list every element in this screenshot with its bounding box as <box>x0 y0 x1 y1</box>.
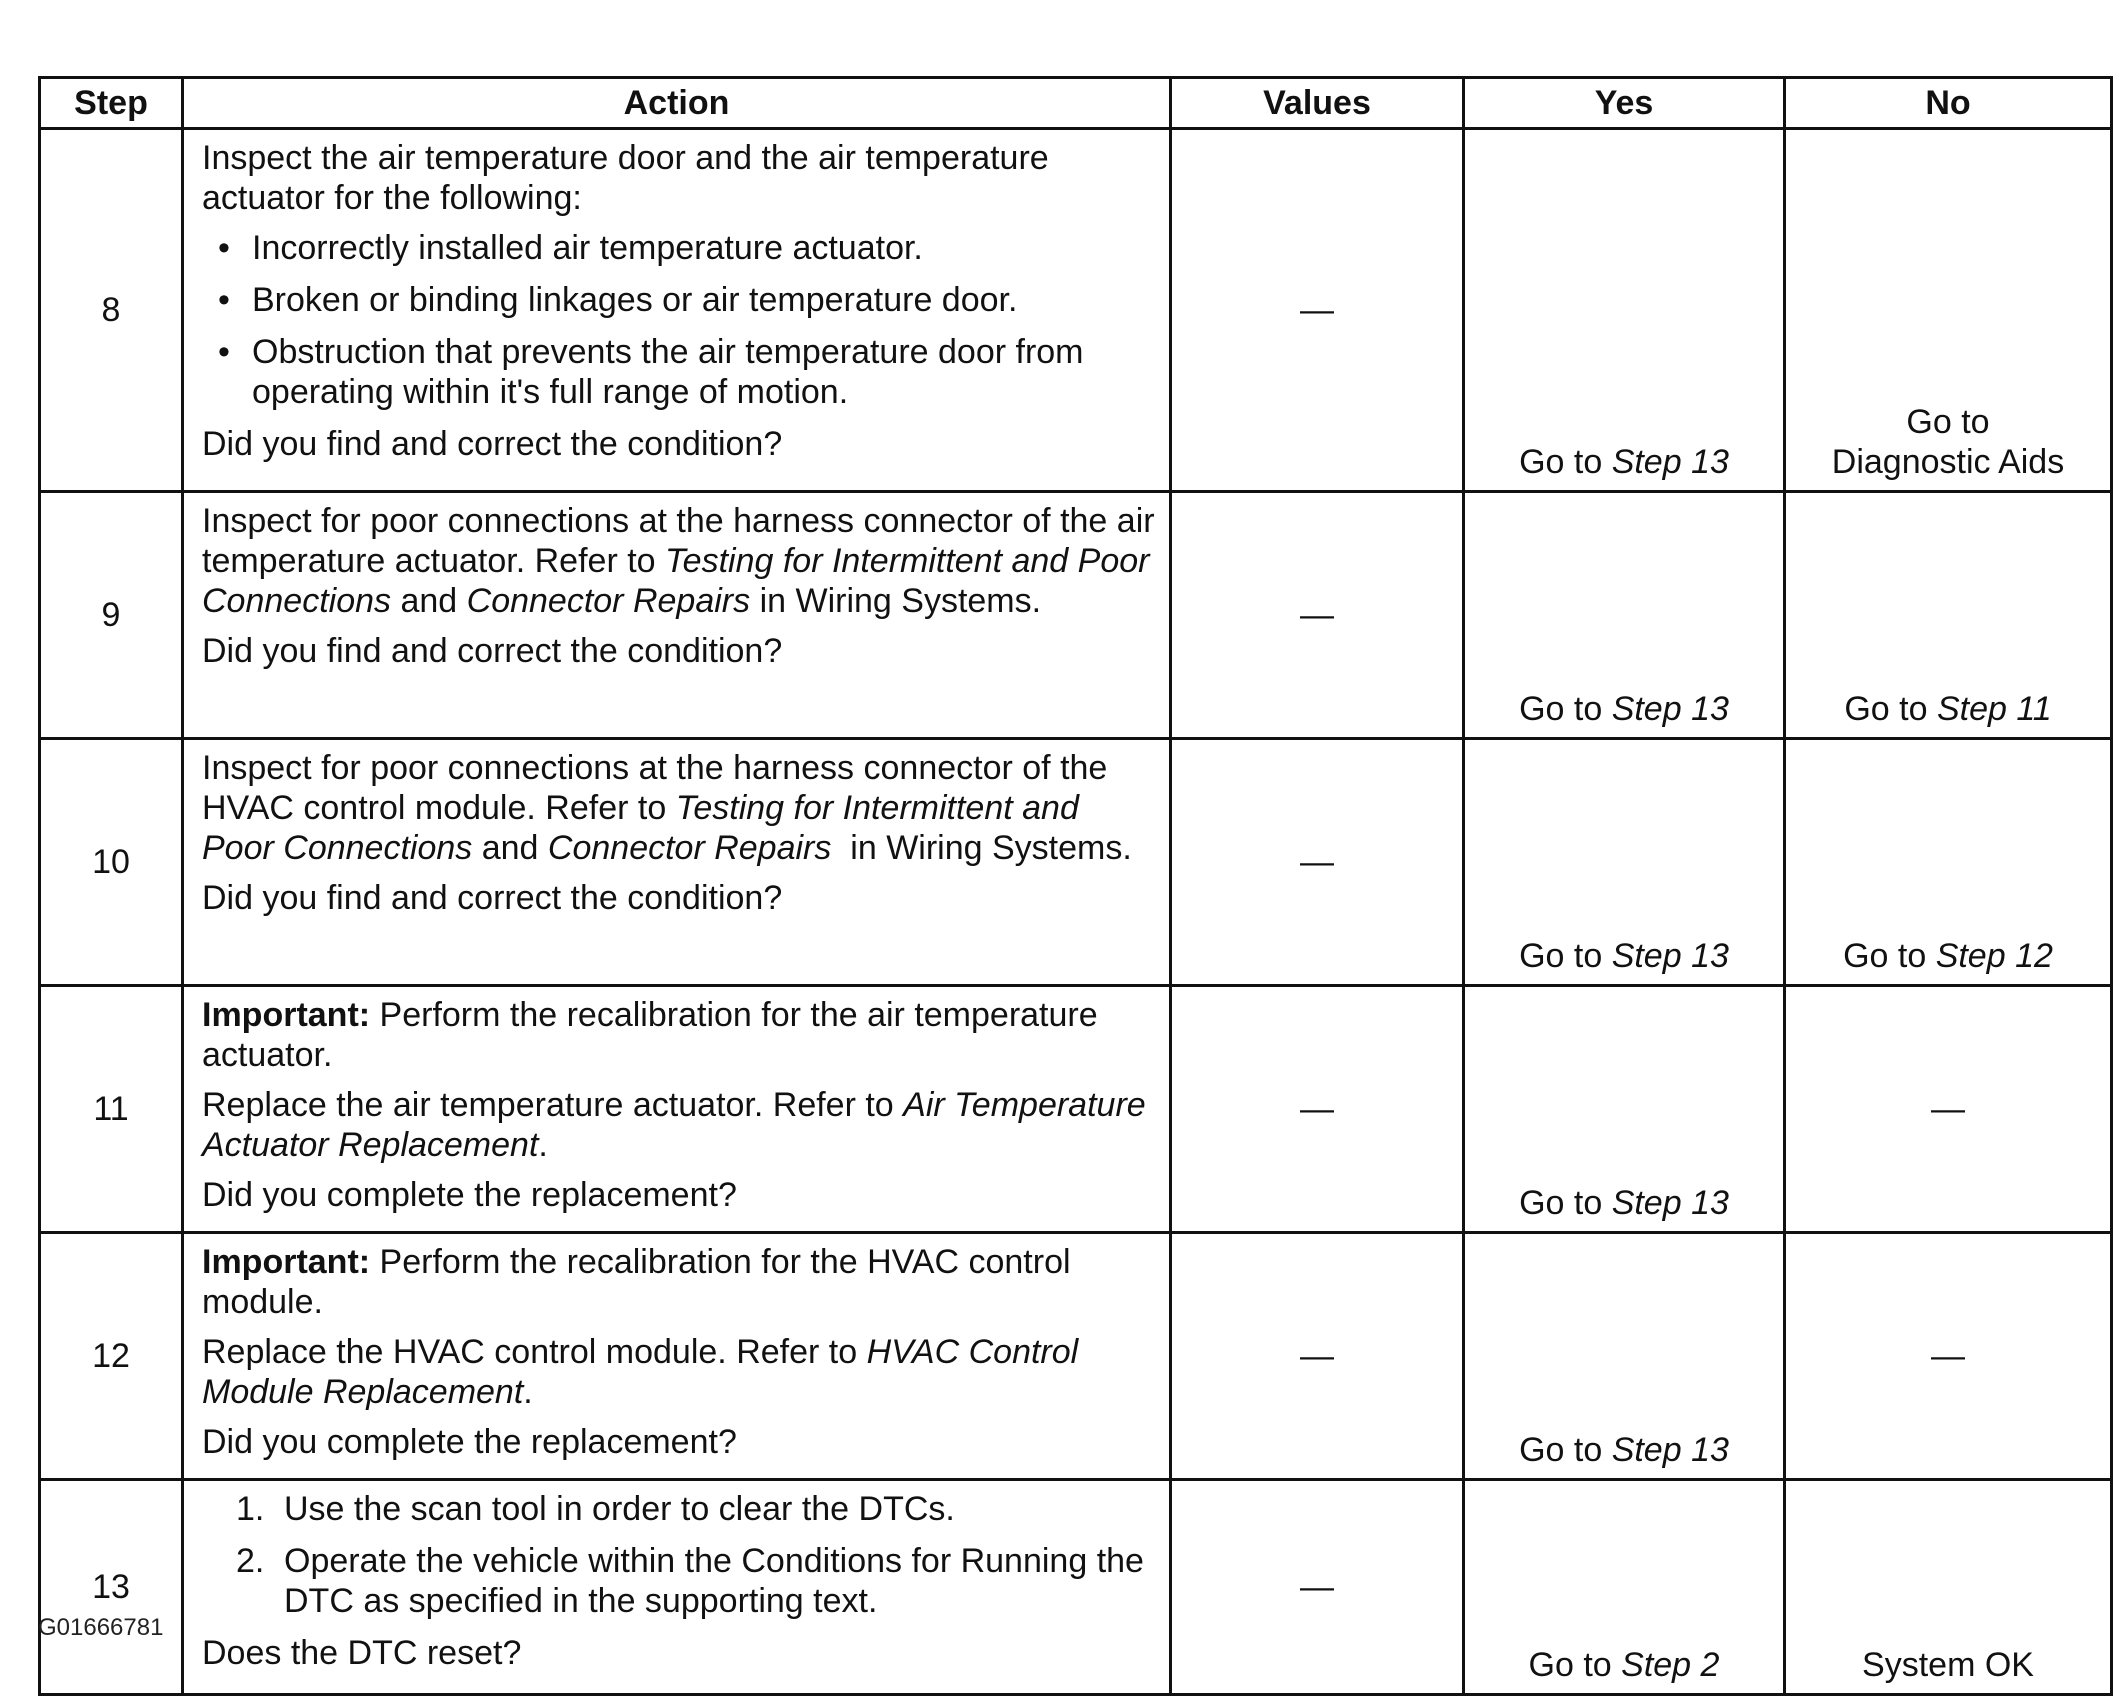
diagnostic-table <box>38 76 2113 1696</box>
table-row <box>40 1233 2112 1480</box>
step-number: 11 <box>40 986 183 1233</box>
action-text-part: and <box>472 829 548 867</box>
yes-step-link[interactable]: Step 13 <box>1611 690 1729 728</box>
bullet-item: • Broken or binding linkages or air temperature door. <box>252 280 1155 320</box>
values-cell: — <box>1171 1233 1464 1480</box>
bullet-item: • Incorrectly installed air temperature actuator. <box>252 228 1155 268</box>
action-question: Does the DTC reset? <box>202 1634 522 1672</box>
reference-link[interactable]: Connector Repairs <box>547 829 832 867</box>
important-note <box>202 1242 1155 1322</box>
important-text: Perform the recalibration for the HVAC control module. <box>202 1243 1071 1321</box>
table-row <box>40 986 2112 1233</box>
values-cell: — <box>1171 1480 1464 1695</box>
action-text-part: . <box>538 1126 548 1164</box>
action-question: Did you find and correct the condition? <box>202 425 783 463</box>
yes-cell <box>1464 129 1785 492</box>
item-text: Use the scan tool in order to clear the DTCs. <box>284 1490 955 1528</box>
yes-step-link[interactable]: Step 13 <box>1611 1184 1729 1222</box>
action-question: Did you find and correct the condition? <box>202 879 783 917</box>
action-bullet-list <box>202 228 1155 412</box>
reference-link[interactable]: Testing for Intermittent and Poor Connections <box>202 542 1150 620</box>
action-text-part: Replace the air temperature actuator. Refer to <box>202 1086 904 1124</box>
action-text <box>202 1085 1155 1165</box>
yes-prefix: Go to <box>1519 937 1612 975</box>
no-cell <box>1785 739 2112 986</box>
values-cell: — <box>1171 129 1464 492</box>
action-text-part: Inspect for poor connections at the harness connector of the HVAC control module. Refer to <box>202 749 1108 827</box>
action-cell <box>183 739 1171 986</box>
no-prefix: Go to <box>1843 937 1936 975</box>
no-step-link[interactable]: Step 12 <box>1935 937 2053 975</box>
action-question: Did you find and correct the condition? <box>202 632 783 670</box>
no-cell: System OK <box>1785 1480 2112 1695</box>
action-cell <box>183 1233 1171 1480</box>
action-text-part: . <box>523 1373 533 1411</box>
header-step: Step <box>40 78 183 129</box>
yes-cell <box>1464 739 1785 986</box>
yes-prefix: Go to <box>1519 443 1612 481</box>
values-cell: — <box>1171 739 1464 986</box>
header-action: Action <box>183 78 1171 129</box>
action-text <box>202 748 1155 868</box>
action-text-part: and <box>391 582 467 620</box>
action-question: Did you complete the replacement? <box>202 1176 737 1214</box>
numbered-item <box>236 1541 1155 1621</box>
item-text: Operate the vehicle within the Conditions for Running the DTC as specified in the supporting text. <box>284 1542 1144 1620</box>
action-cell <box>183 492 1171 739</box>
action-intro: Inspect the air temperature door and the air temperature actuator for the following: <box>202 139 1049 217</box>
header-no: No <box>1785 78 2112 129</box>
action-cell <box>183 986 1171 1233</box>
step-number: 9 <box>40 492 183 739</box>
no-cell <box>1785 129 2112 492</box>
action-cell <box>183 1480 1171 1695</box>
action-text-part: Replace the HVAC control module. Refer to <box>202 1333 867 1371</box>
item-number: 2. <box>236 1542 265 1580</box>
table-header-row <box>40 78 2112 129</box>
yes-prefix: Go to <box>1528 1646 1622 1684</box>
reference-link[interactable]: HVAC Control Module Replacement <box>202 1333 1079 1411</box>
reference-link[interactable]: Connector Repairs <box>466 582 751 620</box>
table-row <box>40 1480 2112 1695</box>
action-numbered-list <box>202 1489 1155 1621</box>
yes-prefix: Go to <box>1519 1184 1612 1222</box>
important-label: Important: <box>202 996 371 1034</box>
yes-step-link[interactable]: Step 13 <box>1611 937 1729 975</box>
action-text-part: in Wiring Systems. <box>750 582 1042 620</box>
header-values: Values <box>1171 78 1464 129</box>
no-cell: — <box>1785 986 2112 1233</box>
action-text <box>202 501 1155 621</box>
yes-cell <box>1464 1480 1785 1695</box>
values-cell: — <box>1171 492 1464 739</box>
yes-cell <box>1464 986 1785 1233</box>
bullet-item: • Obstruction that prevents the air temperature door from operating within it's full range of motion. <box>252 332 1155 412</box>
header-yes: Yes <box>1464 78 1785 129</box>
important-label: Important: <box>202 1243 371 1281</box>
yes-step-link[interactable]: Step 2 <box>1621 1646 1720 1684</box>
step-number: 12 <box>40 1233 183 1480</box>
no-line-1: Go to <box>1906 403 1990 441</box>
step-number: 10 <box>40 739 183 986</box>
yes-step-link[interactable]: Step 13 <box>1611 1431 1729 1469</box>
table-row <box>40 492 2112 739</box>
values-cell: — <box>1171 986 1464 1233</box>
yes-step-link[interactable]: Step 13 <box>1611 443 1729 481</box>
yes-cell <box>1464 1233 1785 1480</box>
no-diagnostic-aids-link[interactable]: Diagnostic Aids <box>1831 443 2065 481</box>
step-number: 13 <box>40 1480 183 1695</box>
no-prefix: Go to <box>1844 690 1937 728</box>
reference-link[interactable]: Testing for Intermittent and Poor Connections <box>202 789 1079 867</box>
table-row <box>40 129 2112 492</box>
item-number: 1. <box>236 1490 265 1528</box>
no-cell <box>1785 492 2112 739</box>
step-number: 8 <box>40 129 183 492</box>
yes-prefix: Go to <box>1519 690 1612 728</box>
action-question: Did you complete the replacement? <box>202 1423 737 1461</box>
action-text-part: Inspect for poor connections at the harness connector of the air temperature actuator. Refer to <box>202 502 1155 580</box>
action-text <box>202 1332 1155 1412</box>
table-row <box>40 739 2112 986</box>
important-text: Perform the recalibration for the air temperature actuator. <box>202 996 1098 1074</box>
action-cell <box>183 129 1171 492</box>
yes-prefix: Go to <box>1519 1431 1612 1469</box>
numbered-item <box>236 1489 1155 1529</box>
action-text-part: in Wiring Systems. <box>831 829 1132 867</box>
yes-cell <box>1464 492 1785 739</box>
no-cell: — <box>1785 1233 2112 1480</box>
reference-link[interactable]: Air Temperature Actuator Replacement <box>202 1086 1146 1164</box>
figure-id: G01666781 <box>38 1614 164 1641</box>
important-note <box>202 995 1155 1075</box>
no-step-link[interactable]: Step 11 <box>1936 690 2052 728</box>
